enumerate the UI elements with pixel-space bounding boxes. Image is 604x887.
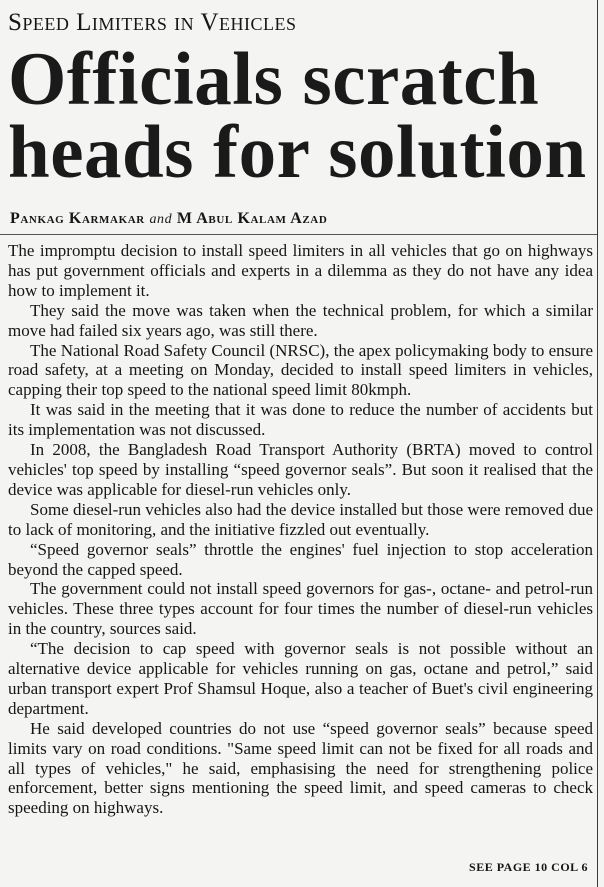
paragraph: The impromptu decision to install speed limiters in all vehicles that go on highways has put government officials and experts in a dilemma as they do not have any idea how to implement it. — [8, 241, 593, 300]
headline — [8, 38, 593, 194]
headline-line-2: heads for solution — [8, 111, 587, 194]
byline — [10, 208, 595, 231]
paragraph: The government could not install speed governors for gas-, octane- and petrol-run vehicles. These three types account for four times the number of diesel-run vehicles in the country, sources said. — [8, 579, 593, 639]
paragraph: The National Road Safety Council (NRSC), the apex policymaking body to ensure road safety, at a meeting on Monday, decided to install speed limiters in vehicles, capping their top speed to the national speed limit 80kmph. — [8, 340, 593, 400]
jump-line: SEE PAGE 10 COL 6 — [469, 860, 588, 874]
paragraph: He said developed countries do not use “speed governor seals” because speed limits vary on road conditions. "Same speed limit can not be fixed for all roads and all types of vehicles," he said, emphasising the need for strengthening police enforcement, better signs mentioning the speed limit, and speed cameras to check speeding on highways. — [8, 718, 593, 818]
kicker: Speed Limiters in Vehicles — [8, 9, 297, 36]
headline-line-1: Officials scratch — [8, 38, 540, 121]
column-rule — [597, 0, 598, 887]
article-body — [8, 241, 593, 818]
paragraph: In 2008, the Bangladesh Road Transport Authority (BRTA) moved to control vehicles' top speed by installing “speed governor seals”. But soon it realised that the device was applicable for diesel-run vehicles only. — [8, 440, 593, 499]
byline-divider — [0, 234, 597, 235]
byline-conjunction: and — [149, 212, 173, 227]
paragraph: It was said in the meeting that it was done to reduce the number of accidents but its implementation was not discussed. — [8, 400, 593, 440]
paragraph: “Speed governor seals” throttle the engines' fuel injection to stop acceleration beyond the capped speed. — [8, 539, 593, 579]
paragraph: “The decision to cap speed with governor seals is not possible without an alternative device applicable for vehicles running on gas, octane and petrol,” said urban transport expert Prof Shamsul Hoque, also a teacher of Buet's civil engineering department. — [8, 639, 593, 718]
byline-author-2: M Abul Kalam Azad — [176, 210, 328, 227]
paragraph: They said the move was taken when the technical problem, for which a similar move had failed six years ago, was still there. — [8, 300, 593, 340]
byline-author-1: Pankag Karmakar — [10, 210, 145, 227]
paragraph: Some diesel-run vehicles also had the device installed but those were removed due to lack of monitoring, and the initiative fizzled out eventually. — [8, 499, 593, 539]
